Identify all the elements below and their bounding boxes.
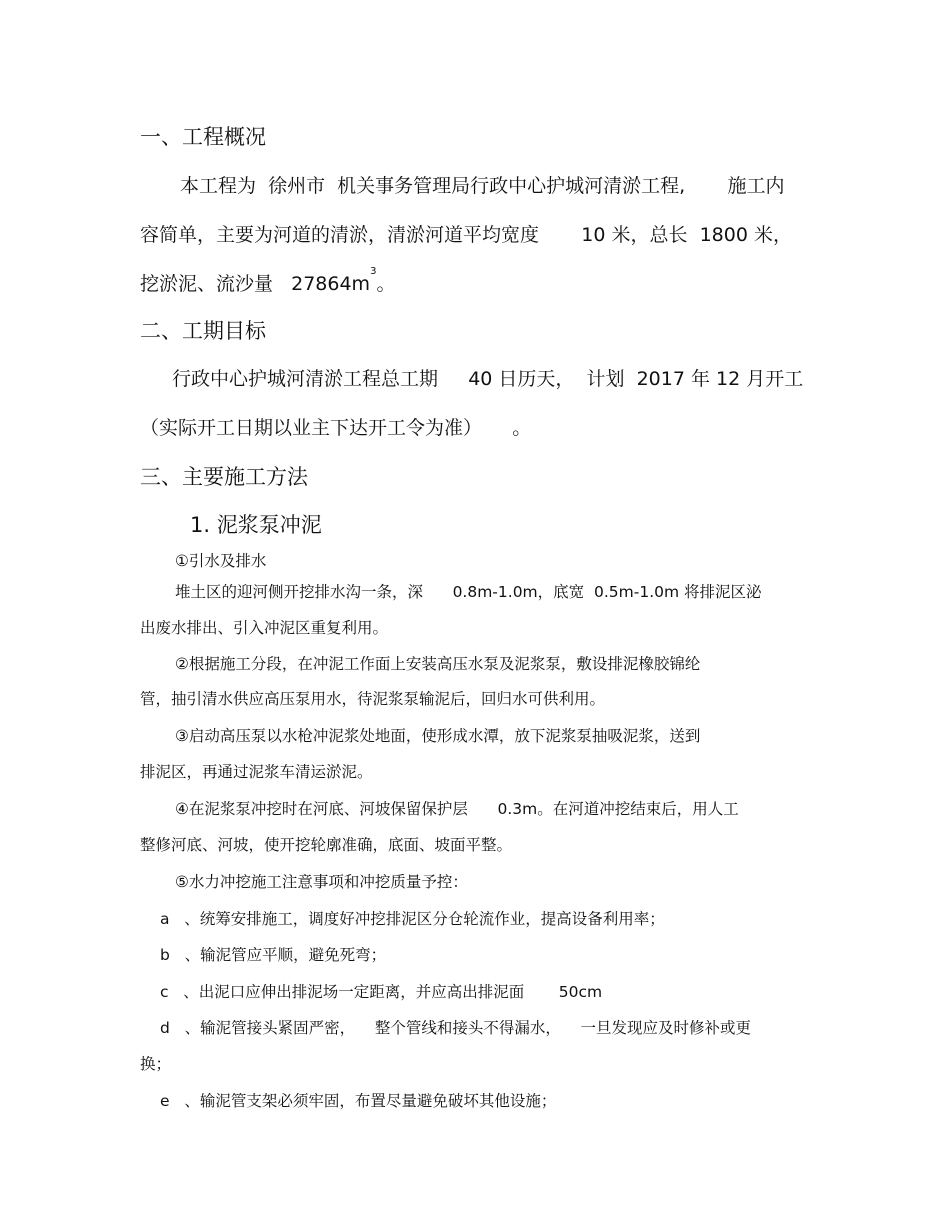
list-item: 管，抽引清水供应高压泵用水，待泥浆泵输泥后，回归水可供利用。 [140, 690, 606, 708]
list-item: ④在泥浆泵冲挖时在河底、河坡保留保护层 0.3m。在河道冲挖结束后，用人工 [175, 800, 739, 818]
list-item: 整修河底、河坡，使开挖轮廓准确，底面、坡面平整。 [140, 836, 513, 854]
list-item: c 、出泥口应伸出排泥场一定距离，并应高出排泥面 50cm [160, 983, 603, 1001]
section-heading-1: 一、工程概况 [140, 125, 266, 149]
paragraph-line-volume [140, 266, 396, 295]
volume-text: 挖淤泥、流沙量 27864m [140, 273, 371, 295]
list-item: ③启动高压泵以水枪冲泥浆处地面，使形成水潭，放下泥浆泵抽吸泥浆，送到 [175, 727, 701, 745]
list-item: ①引水及排水 [175, 552, 267, 570]
paragraph-line: 容简单，主要为河道的清淤，清淤河道平均宽度 10 米，总长 1800 米， [140, 224, 792, 246]
cubic-superscript: 3 [370, 266, 377, 277]
volume-tail: 。 [376, 273, 396, 295]
list-item: e 、输泥管支架必须牢固，布置尽量避免破坏其他设施； [160, 1092, 557, 1110]
list-item: b 、输泥管应平顺，避免死弯； [160, 946, 387, 964]
subsection-heading: 1. 泥浆泵冲泥 [190, 513, 322, 537]
list-item: d 、输泥管接头紧固严密， 整个管线和接头不得漏水， 一旦发现应及时修补或更 [160, 1019, 752, 1037]
list-item: 出废水排出、引入冲泥区重复利用。 [140, 619, 389, 637]
list-item: ⑤水力冲挖施工注意事项和冲挖质量予控： [175, 873, 468, 891]
list-item: ②根据施工分段，在冲泥工作面上安装高压水泵及泥浆泵，敷设排泥橡胶锦纶 [175, 655, 701, 673]
section-heading-3: 三、主要施工方法 [140, 465, 308, 489]
list-item: 换； [140, 1055, 172, 1073]
paragraph-line: 本工程为 徐州市 机关事务管理局行政中心护城河清淤工程, 施工内 [180, 175, 785, 197]
paragraph-line: 行政中心护城河清淤工程总工期 40 日历天， 计划 2017 年 12 月开工 [172, 368, 804, 390]
paragraph-line: （实际开工日期以业主下达开工令为准） 。 [140, 417, 532, 439]
section-heading-2: 二、工期目标 [140, 319, 266, 343]
list-item: 排泥区，再通过泥浆车清运淤泥。 [140, 763, 373, 781]
list-item: a 、统筹安排施工，调度好冲挖排泥区分仓轮流作业，提高设备利用率； [160, 910, 665, 928]
list-item: 堆土区的迎河侧开挖排水沟一条，深 0.8m-1.0m，底宽 0.5m-1.0m 将排泥区泌 [175, 583, 762, 601]
